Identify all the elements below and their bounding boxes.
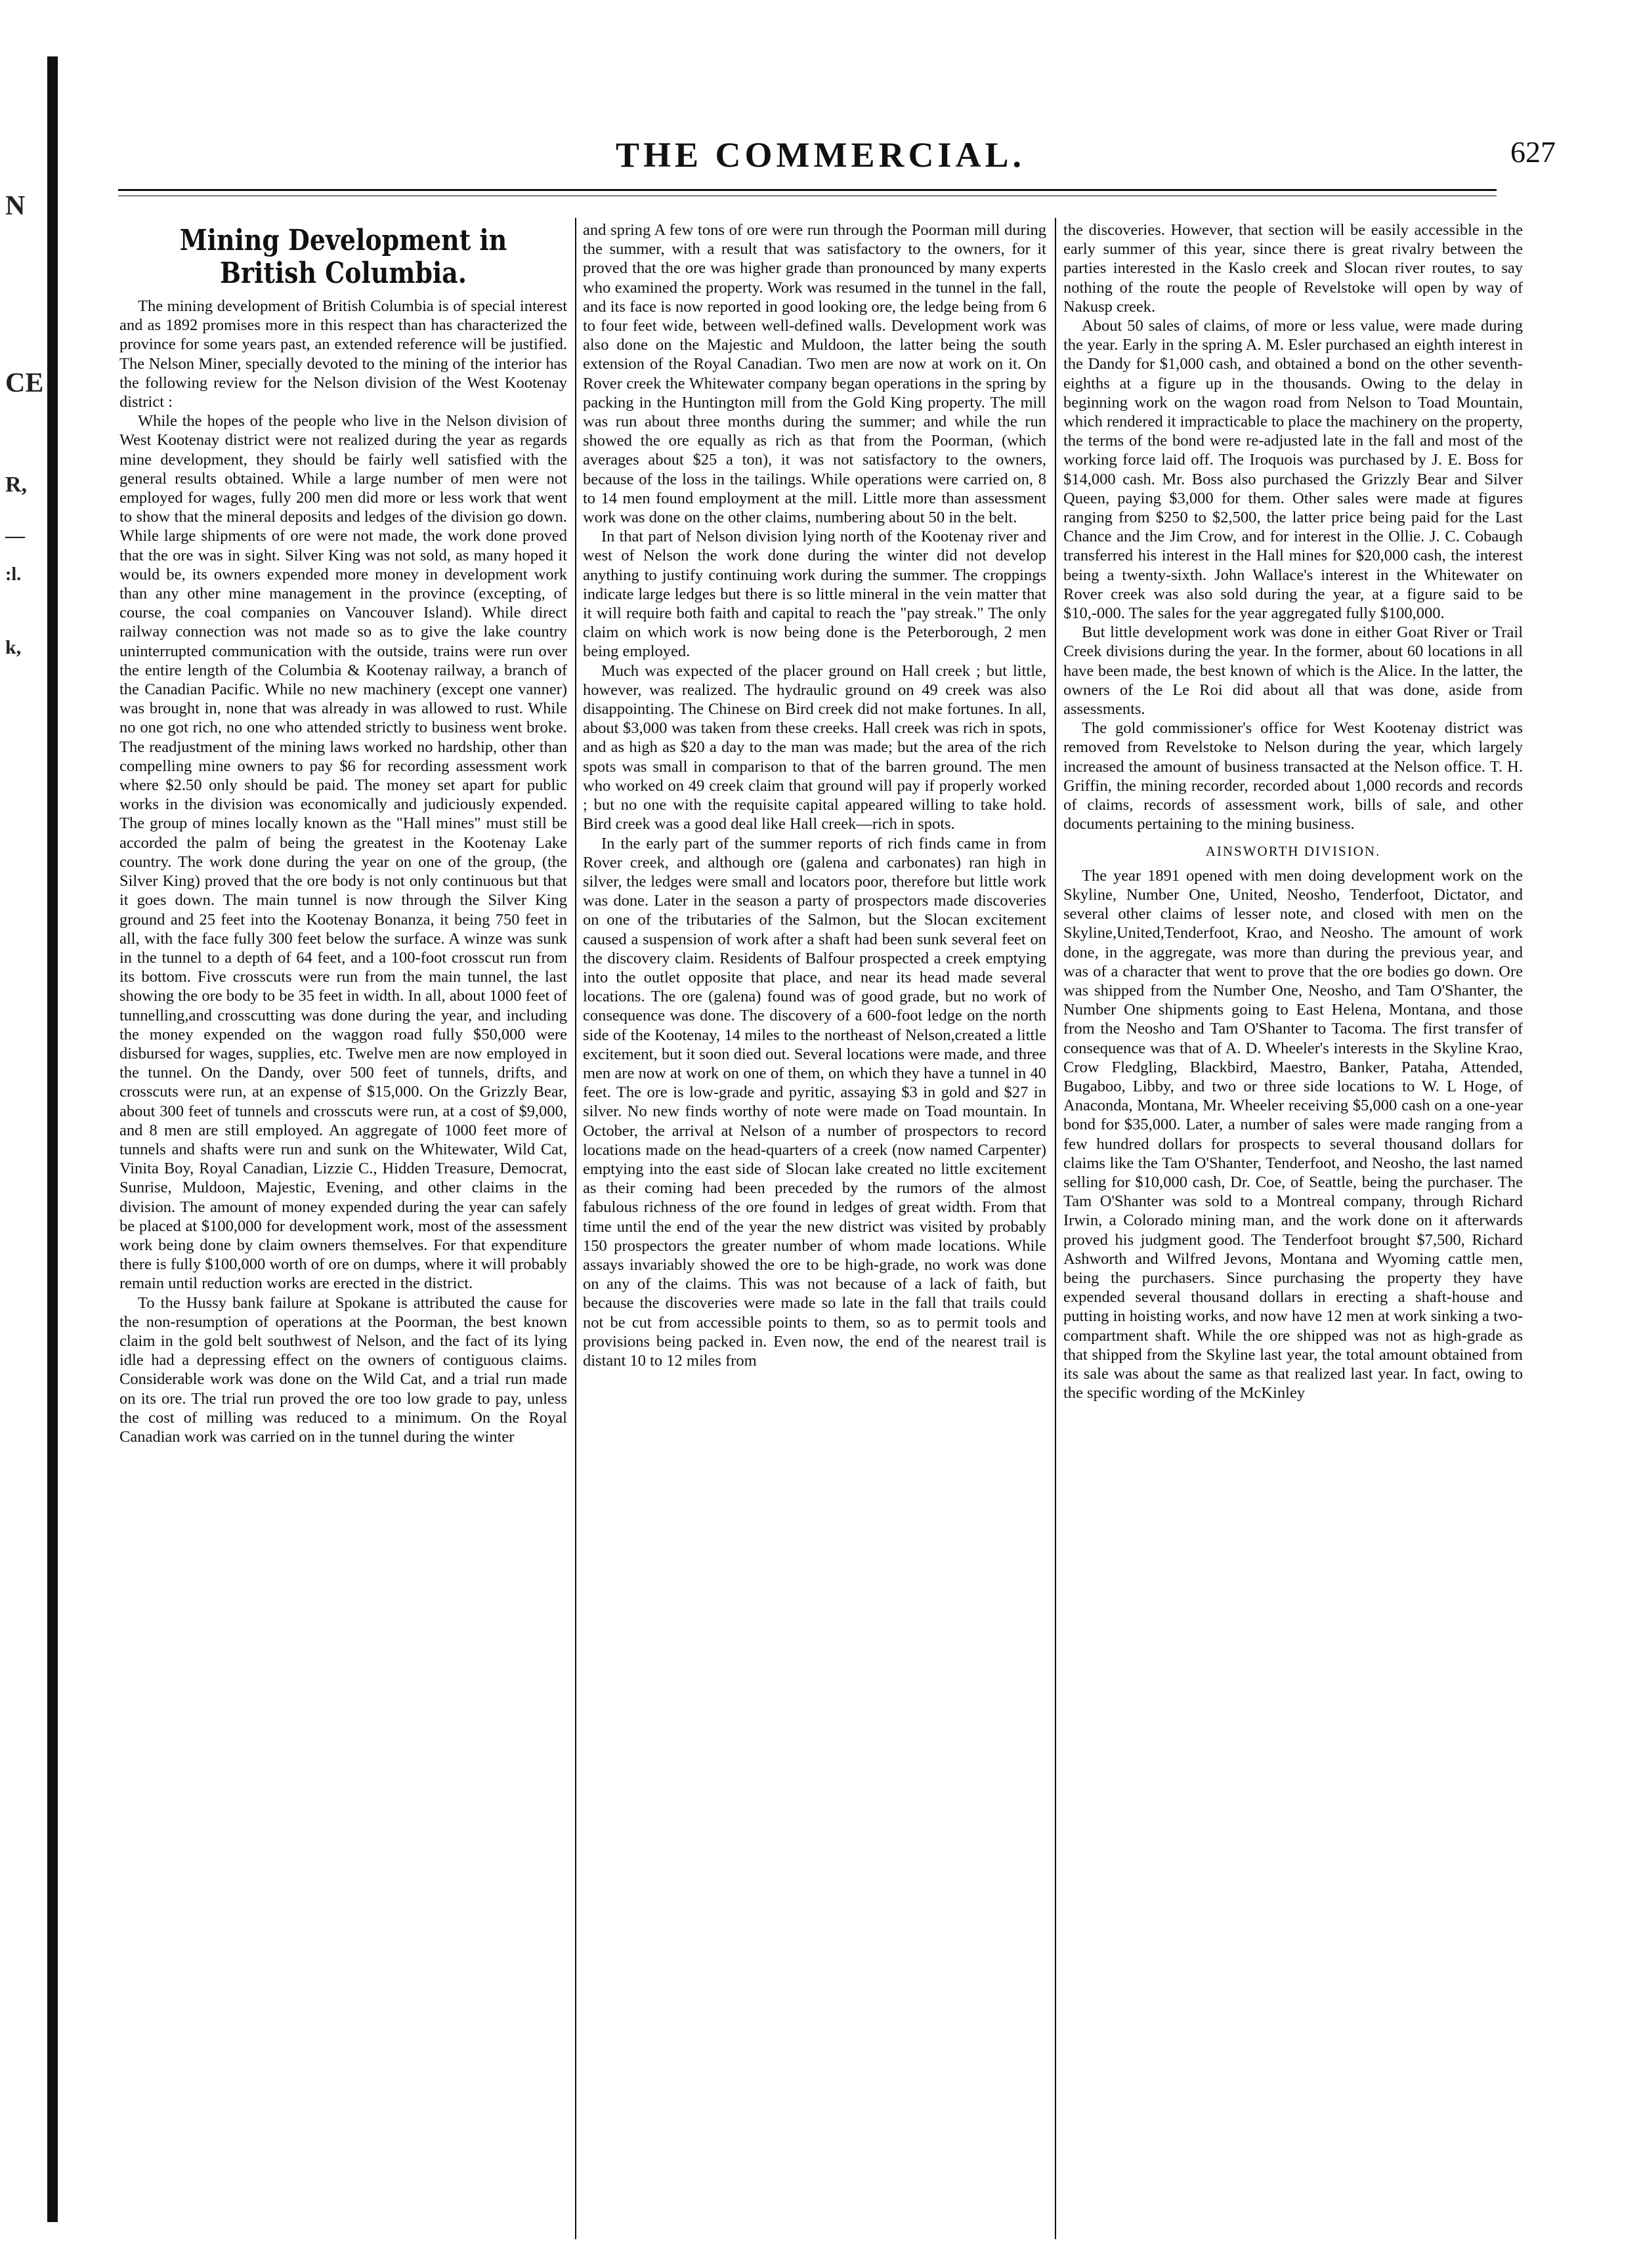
article-column-1: [119, 220, 567, 2242]
paragraph: The mining development of British Columbia is of special interest and as 1892 promises more in this respect than has characterized the province for some years past, an extended reference will be justified. The Nelson Miner, specially devoted to the mining of the interior has the following review for the Nelson division of the West Kootenay district :: [119, 297, 567, 411]
section-subheading: AINSWORTH DIVISION.: [1205, 843, 1381, 859]
header-rule: [118, 189, 1497, 191]
paragraph: The year 1891 opened with men doing development work on the Skyline, Number One, United, Neosho, Tenderfoot, Dictator, and several other claims of lesser note, and closed with men on the Skyline,United,Tenderfoot, Krao, and Neosho. The amount of work done, in the aggregate, was more than during the previous year, and was of a character that went to prove that the ore bodies go down. Ore was shipped from the Number One, Neosho, and Tam O'Shanter, the Number One shipments going to East Helena, Montana, and those from the Neosho and Tam O'Shanter to Tacoma. The first transfer of consequence was that of A. D. Wheeler's interests in the Skyline Krao, Crow Fledgling, Blackbird, Maestro, Banker, Pataha, Attended, Bugaboo, Libby, and two or three side locations to W. L Hoge, of Anaconda, Montana, Mr. Wheeler receiving $5,000 cash on a one-year bond for $35,000. Later, a number of sales were made ranging from a few hundred dollars for prospects to several thousand dollars for claims like the Tam O'Shanter, Tenderfoot, and Neosho, the last named selling for $10,000 cash, Dr. Coe, of Seattle, being the purchaser. The Tam O'Shanter was sold to a Montreal company, through Richard Irwin, a Colorado mining man, and the work done on it afterwards proved his judgment good. The Tenderfoot brought $7,500, Richard Ashworth and Wilfred Jevons, Montana and Wyoming cattle men, being the purchasers. Since purchasing the property they have expended several thousand dollars in erecting a shaft-house and putting in hoisting works, and now have 12 men at work sinking a two-compartment shaft. While the ore shipped was not as high-grade as that shipped from the Skyline last year, the total amount obtained from its sale was about the same as that realized last year. In fact, owing to the specific wording of the McKinley: [1063, 866, 1523, 1402]
paragraph: The gold commissioner's office for West Kootenay district was removed from Revelstoke to Nelson during the year, which largely increased the amount of business transacted at the Nelson office. T. H. Griffin, the mining recorder, recorded about 1,000 records and records of claims, records of assessment work, bills of sale, and other documents pertaining to the mining business.: [1063, 719, 1523, 833]
margin-mark: R,: [5, 472, 28, 497]
paragraph: In that part of Nelson division lying north of the Kootenay river and west of Nelson the work done during the winter did not develop anything to justify continuing work during the summer. The croppings indicate large ledges but there is so little mineral in the vein matter that it will require both faith and capital to reach the "pay streak." The only claim on which work is now being done is the Peterborough, 2 men being employed.: [583, 528, 1046, 661]
paragraph: But little development work was done in either Goat River or Trail Creek divisions during the year. In the former, about 60 locations in all have been made, the best known of which is the Alice. In the latter, the owners of the Le Roi did about all that was done, aside from assessments.: [1063, 623, 1523, 719]
paragraph: and spring A few tons of ore were run through the Poorman mill during the summer, with a result that was satisfactory to the owners, for it proved that the ore was higher grade than pronounced by many experts who examined the property. Work was resumed in the tunnel in the fall, and its face is now reported in good looking ore, the ledge being from 6 to four feet wide, between well-defined walls. Development work was also done on the Majestic and Muldoon, the latter being the south extension of the Royal Canadian. Two men are now at work on it. On Rover creek the Whitewater company began operations in the spring by packing in the Huntington mill from the Gold King property. The mill was run about three months during the summer; and while the run showed the ore equally as rich as that from the Poorman, (which averages about $25 a ton), it was not satisfactory to the owners, because of the loss in the tailings. While operations were carried on, 8 to 14 men found employment at the mill. Little more than assessment work was done on the other claims, numbering about 50 in the belt.: [583, 221, 1046, 527]
margin-mark: :l.: [5, 564, 22, 585]
column-rule: [575, 218, 576, 2239]
article-headline: Mining Development in British Columbia.: [179, 224, 507, 290]
margin-mark: CE: [5, 368, 44, 398]
margin-mark: k,: [5, 637, 22, 658]
paragraph: To the Hussy bank failure at Spokane is attributed the cause for the non-resumption of operations at the Poorman, the best known claim in the gold belt southwest of Nelson, and the fact of its lying idle had a depressing effect on the owners of contiguous claims. Considerable work was done on the Wild Cat, and a trial run made on its ore. The trial run proved the ore too low grade to pay, unless the cost of milling was reduced to a minimum. On the Royal Canadian work was carried on in the tunnel during the winter: [119, 1293, 567, 1446]
paragraph: In the early part of the summer reports of rich finds came in from Rover creek, and although ore (galena and carbonates) ran high in silver, the ledges were small and locators poor, therefore but little work was done. Later in the season a party of prospectors made discoveries on one of the tributaries of the Salmon, but the Slocan excitement caused a suspension of work after a shaft had been sunk several feet on the discovery claim. Residents of Balfour prospected a creek emptying into the outlet opposite that place, and near its head made several locations. The ore (galena) found was of good grade, but no work of consequence was done. The discovery of a 600-foot ledge on the north side of the Kootenay, 14 miles to the northeast of Nelson,created a little excitement, but it soon died out. Several locations were made, and three men are now at work on one of them, on which they have a tunnel in 40 feet. The ore is low-grade and pyritic, assaying $3 in gold and $27 in silver. No new finds worthy of note were made on Toad mountain. In October, the arrival at Nelson of a number of prospectors to record locations made on the head-quarters of a creek (now named Carpenter) emptying into the east side of Slocan lake created no little excitement as their coming had been preceded by the rumors of the almost fabulous richness of the ore found in ledges of great width. From that time until the end of the year the new district was visited by probably 150 prospectors the greater number of whom made locations. While assays invariably showed the ore to be high-grade, no work was done on any of the claims. This was not because of a lack of faith, but because the discoveries were made so late in the fall that trails could not be cut from accessible points to them, so as to permit tools and provisions being packed in. Even now, the end of the nearest trail is distant 10 to 12 miles from: [583, 834, 1046, 1370]
publication-title: THE COMMERCIAL.: [615, 135, 1025, 175]
paragraph: Much was expected of the placer ground on Hall creek ; but little, however, was realized. The hydraulic ground on 49 creek was also disappointing. The Chinese on Bird creek did not make fortunes. In all, about $3,000 was taken from these creeks. Hall creek was rich in spots, and as high as $20 a day to the man was made; but the area of the rich spots was small in comparison to that of the barren ground. The men who worked on 49 creek claim that ground will pay if properly worked ; but no one with the requisite capital appeared willing to take hold. Bird creek was a good deal like Hall creek—rich in spots.: [583, 662, 1046, 833]
paragraph: the discoveries. However, that section will be easily accessible in the early summer of this year, since there is great rivalry between the parties interested in the Kaslo creek and Slocan river routes, to say nothing of the route the people of Revelstoke will open by way of Nakusp creek.: [1063, 221, 1523, 316]
paragraph: While the hopes of the people who live in the Nelson division of West Kootenay district were not realized during the year as regards mine development, they should be fairly well satisfied with the general results obtained. While a large number of men were not employed for wages, fully 200 men did more or less work that went to show that the mineral deposits and ledges of the division go down. While large shipments of ore were not made, the work done proved that the ore was in sight. Silver King was not sold, as many hoped it would be, its owners expended more money in development work than any other mine management in the province (excepting, of course, the coal companies on Vancouver Island). While direct railway connection was not made so as to give the lake country uninterrupted communication with the outside, trains were run over the entire length of the Columbia & Kootenay railway, a branch of the Canadian Pacific. While no new machinery (except one vanner) was brought in, none that was already in was allowed to rust. While no one got rich, no one who attended strictly to business went broke. The readjustment of the mining laws worked no hardship, other than compelling mine owners to pay $6 for recording assessment work where $2.50 only should be paid. The money set apart for public works in the division was economically and judiciously expended. The group of mines locally known as the "Hall mines" must still be accorded the palm of being the greatest in the Kootenay Lake country. The work done during the year on one of the group, (the Silver King) proved that the ore body is not only continuous but that it goes down. The main tunnel is now through the Silver King ground and 25 feet into the Kootenay Bonanza, it being 750 feet in all, with the face fully 300 feet below the surface. A winze was sunk in the tunnel to a depth of 64 feet, and a 100-foot crosscut run from its bottom. Five crosscuts were run from the main tunnel, the last showing the ore body to be 35 feet in width. In all, about 1000 feet of tunnelling,and crosscutting was done during the year, and including the money expended on the waggon road fully $50,000 were disbursed for wages, supplies, etc. Twelve men are now employed in the tunnel. On the Dandy, over 500 feet of tunnels, drifts, and crosscuts were run, at an expense of $15,000. On the Grizzly Bear, about 300 feet of tunnels and crosscuts were run, at a cost of $9,000, and 8 men are still employed. An aggregate of 1000 feet more of tunnels and shafts were run and sunk on the Whitewater, Wild Cat, Vinita Boy, Royal Canadian, Lizzie C., Hidden Treasure, Democrat, Sunrise, Muldoon, Majestic, Evening, and other claims in the division. The amount of money expended during the year can safely be placed at $100,000 for development work, most of the assessment work being done by claim owners themselves. For that expenditure there is fully $100,000 worth of ore on dumps, where it will probably remain until reduction works are erected in the district.: [119, 412, 567, 1293]
margin-mark: N: [5, 191, 26, 221]
margin-mark: —: [5, 525, 25, 547]
column-rule: [1055, 218, 1056, 2239]
article-column-2: [583, 220, 1046, 2242]
binding-edge: [47, 56, 58, 2222]
page-number: 627: [1510, 135, 1556, 169]
article-column-3: [1063, 220, 1523, 2242]
paragraph: About 50 sales of claims, of more or less value, were made during the year. Early in the spring A. M. Esler purchased an eighth interest in the Dandy for $1,000 cash, and obtained a bond on the other seventh-eighths at a figure up in the thousands. Owing to the delay in beginning work on the wagon road from Nelson to Toad Mountain, which rendered it impracticable to place the machinery on the property, the terms of the bond were re-adjusted late in the fall and most of the working force laid off. The Iroquois was purchased by J. E. Boss for $14,000 cash. Mr. Boss also purchased the Grizzly Bear and Silver Queen, paying $3,000 for them. Other sales were made at figures ranging from $250 to $2,500, the latter price being paid for the Last Chance and the Jim Crow, and for interest in the Ollie. J. C. Cobaugh transferred his interest in the Hall mines for $20,000 cash, the interest being a twenty-sixth. John Wallace's interest in the Whitewater on Rover creek was also sold during the year, at a figure said to be $10,-000. The sales for the year aggregated fully $100,000.: [1063, 317, 1523, 623]
